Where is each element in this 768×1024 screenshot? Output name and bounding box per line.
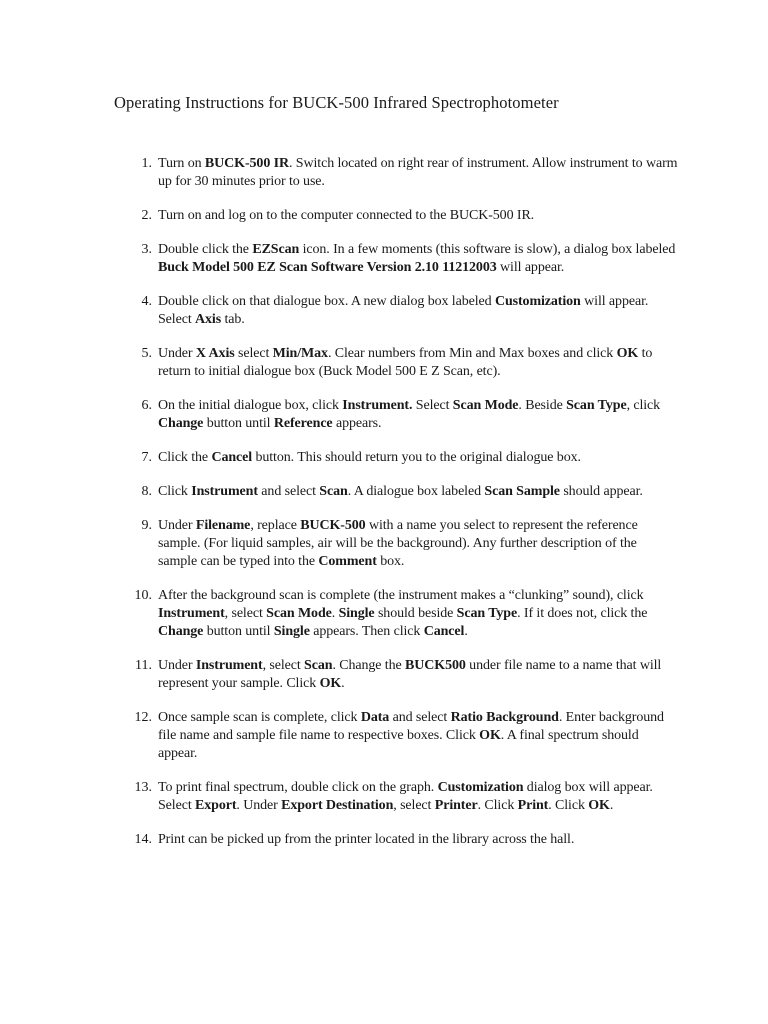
instruction-step [0,831,768,849]
step-text [158,345,678,381]
step-text [158,397,678,433]
step-bold-term: EZScan [252,242,300,257]
step-text-run: . Click [477,798,518,813]
step-bold-term: Reference [273,416,333,431]
step-text-run: appears. Then click [309,624,424,639]
step-bold-term: Change [158,416,204,431]
step-number: 4. [141,294,152,309]
step-text-run: and select [389,710,451,725]
instruction-step [0,293,768,329]
step-text-run: . Click [548,798,589,813]
step-bold-term: Cancel [423,624,465,639]
step-bold-term: BUCK-500 IR [204,156,289,171]
step-bold-term: Scan Mode [266,606,332,621]
step-bold-term: Scan Type [456,606,518,621]
step-text-run: , replace [250,518,301,533]
step-bold-term: Single [338,606,375,621]
document-title: Operating Instructions for BUCK-500 Infrared Spectrophotometer [114,93,559,112]
step-text-run: . [464,624,468,639]
step-bold-term: BUCK500 [405,658,466,673]
instruction-step [0,397,768,433]
step-text-run: Print can be picked up from the printer located in the library across the hall. [158,832,575,847]
step-bold-term: Scan Mode [452,398,519,413]
instruction-step [0,709,768,763]
step-text-run: Click the [158,450,212,465]
step-text [158,709,678,763]
step-bold-term: Scan [304,658,333,673]
step-bold-term: Scan Type [566,398,627,413]
step-text-run: , select [393,798,435,813]
step-text-run: tab. [221,312,245,327]
instruction-step [0,483,768,501]
instruction-step [0,207,768,225]
step-number: 10. [134,588,152,603]
step-text-run: . [341,676,345,691]
step-number: 7. [141,450,152,465]
step-bold-term: OK [479,728,501,743]
step-bold-term: OK [588,798,610,813]
step-text-run: . If it does not, click the [517,606,648,621]
step-text-run: . Change the [332,658,406,673]
step-text-run: Under [158,346,196,361]
step-bold-term: BUCK-500 [300,518,366,533]
step-text [158,831,678,849]
step-bold-term: Data [360,710,390,725]
step-text-run: . Clear numbers from Min and Max boxes and click [327,346,617,361]
step-bold-term: Ratio Background [450,710,559,725]
instruction-step [0,587,768,641]
step-bold-term: Export [195,798,237,813]
step-number: 14. [134,832,152,847]
step-text-run: , select [262,658,305,673]
step-bold-term: Instrument [195,658,263,673]
step-text-run: , select [224,606,267,621]
step-number: 9. [141,518,152,533]
step-text-run: dialog box will appear. Select [158,780,653,813]
step-bold-term: Export Destination [281,798,394,813]
step-text-run: icon. In a few moments (this software is slow), a dialog box labeled [299,242,676,257]
step-number: 2. [141,208,152,223]
step-bold-term: Buck Model 500 EZ Scan Software Version 2.10 11212003 [158,260,497,275]
step-text-run: Once sample scan is complete, click [158,710,361,725]
step-text-run: will appear. [496,260,565,275]
instruction-step [0,657,768,693]
step-bold-term: Min/Max [272,346,328,361]
step-number: 13. [134,780,152,795]
step-bold-term: Cancel [211,450,253,465]
step-bold-term: Single [273,624,310,639]
step-number: 11. [135,658,152,673]
step-text-run: button. This should return you to the original dialogue box. [252,450,581,465]
instruction-step [0,345,768,381]
step-bold-term: OK [319,676,342,691]
step-text-run: to return to initial dialogue box (Buck Model 500 E Z Scan, etc). [158,346,653,379]
step-text-run: button until [203,624,274,639]
step-text-run: After the background scan is complete (the instrument makes a “clunking” sound), click [158,588,644,603]
step-text-run: . Beside [518,398,567,413]
step-text-run: . Switch located on right rear of instrument. Allow instrument to warm up for 30 minutes prior to use. [158,156,678,189]
step-bold-term: Print [517,798,549,813]
instruction-step [0,517,768,571]
step-text-run: Turn on [158,156,205,171]
step-text [158,517,678,571]
step-bold-term: Change [158,624,204,639]
step-text-run: will appear. Select [158,294,649,327]
step-number: 12. [134,710,152,725]
step-text-run: Turn on and log on to the computer connected to the BUCK-500 IR. [158,208,535,223]
step-text-run: . [609,798,614,813]
step-text [158,241,678,277]
step-text-run: and select [257,484,320,499]
instruction-step [0,155,768,191]
step-bold-term: Customization [494,294,581,309]
step-text-run: Under [158,658,196,673]
step-text-run: . Enter background file name and sample file name to respective boxes. Click [158,710,664,743]
step-text-run: box. [376,554,405,569]
step-text [158,483,678,501]
step-number: 5. [141,346,152,361]
step-text [158,155,678,191]
step-bold-term: OK [616,346,639,361]
step-text-run: under file name to a name that will represent your sample. Click [158,658,662,691]
step-number: 8. [141,484,152,499]
instruction-step [0,779,768,815]
step-bold-term: Scan Sample [484,484,560,499]
instruction-step [0,241,768,277]
step-bold-term: Instrument. [342,398,413,413]
instruction-step [0,449,768,467]
step-text-run: , click [626,398,661,413]
step-bold-term: Instrument [191,484,258,499]
step-bold-term: X Axis [195,346,235,361]
step-bold-term: Printer [434,798,478,813]
step-text [158,449,678,467]
step-text-run: Click [158,484,192,499]
step-bold-term: Comment [318,554,377,569]
step-text [158,293,678,329]
step-number: 3. [141,242,152,257]
instruction-list [0,155,768,865]
step-text [158,587,678,641]
step-text-run: . A final spectrum should appear. [158,728,639,761]
step-bold-term: Scan [319,484,348,499]
step-text [158,657,678,693]
step-text [158,207,678,225]
step-bold-term: Filename [195,518,251,533]
step-bold-term: Instrument [158,606,225,621]
step-text-run: Under [158,518,196,533]
step-text-run: Select [412,398,453,413]
step-text-run: To print final spectrum, double click on the graph. [158,780,438,795]
step-text [158,779,678,815]
step-number: 1. [141,156,152,171]
step-text-run: . [331,606,339,621]
step-text-run: . Under [236,798,282,813]
step-text-run: appears. [332,416,382,431]
step-number: 6. [141,398,152,413]
step-text-run: select [234,346,273,361]
step-bold-term: Customization [437,780,524,795]
step-text-run: button until [203,416,274,431]
step-text-run: . A dialogue box labeled [347,484,485,499]
step-text-run: Double click the [158,242,253,257]
step-text-run: with a name you select to represent the reference sample. (For liquid samples, air will be the background). Any further description of the sample can be typed into the [158,518,638,569]
step-text-run: should appear. [559,484,643,499]
step-text-run: should beside [374,606,457,621]
step-text-run: Double click on that dialogue box. A new dialog box labeled [158,294,495,309]
step-bold-term: Axis [195,312,222,327]
step-text-run: On the initial dialogue box, click [158,398,343,413]
